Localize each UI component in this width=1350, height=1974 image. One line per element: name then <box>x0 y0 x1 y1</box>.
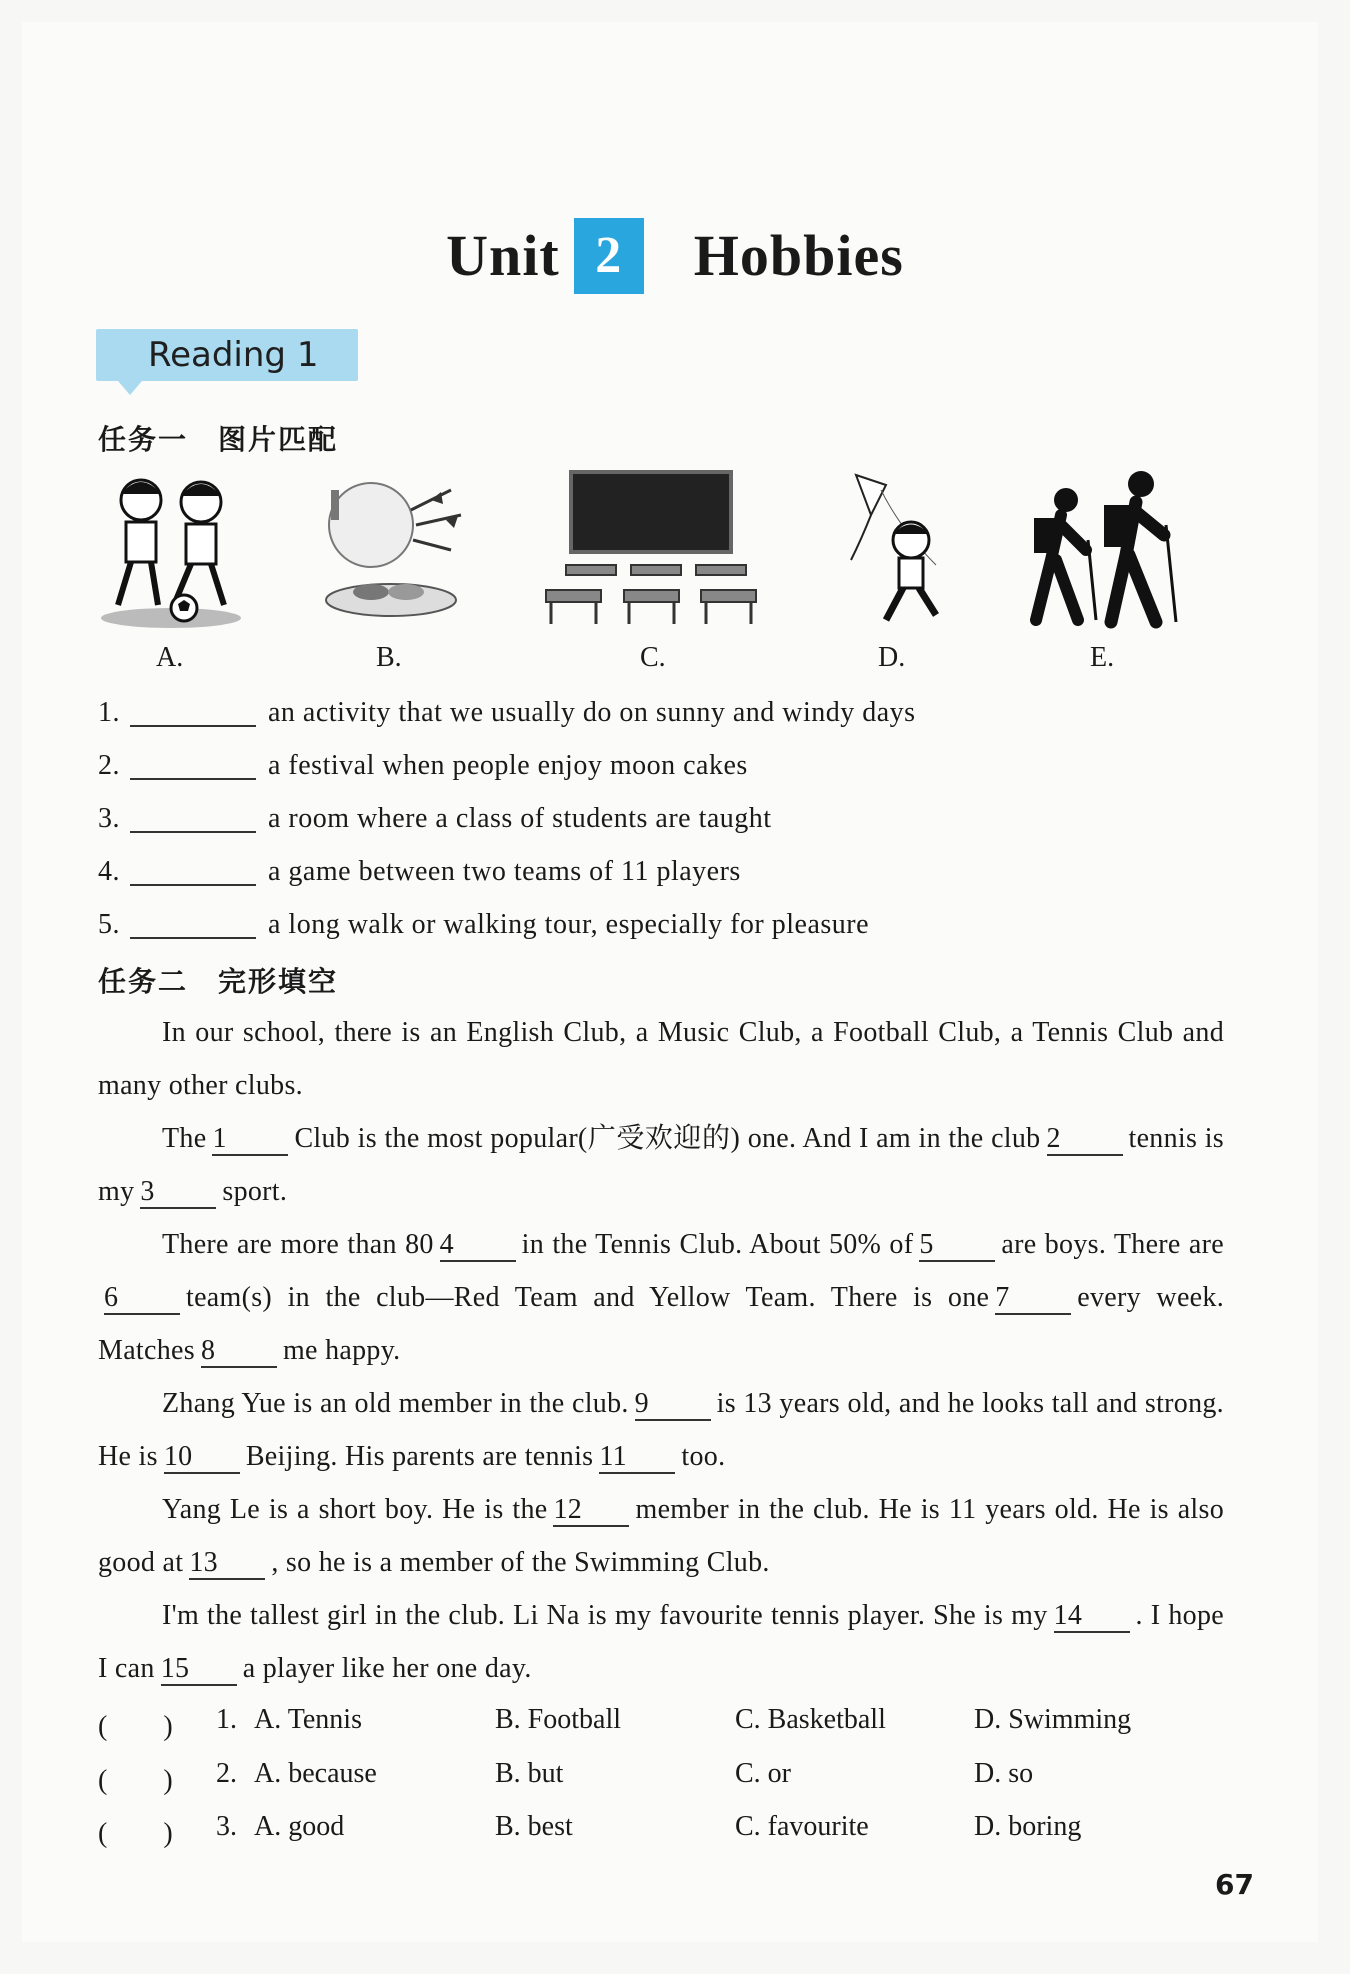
option-a[interactable]: A. Tennis <box>254 1704 362 1735</box>
match-item <box>98 803 772 835</box>
option-number: 2. <box>216 1758 237 1789</box>
picture-label-a: A. <box>156 642 184 673</box>
cloze-passage <box>98 1006 1224 1695</box>
answer-blank[interactable] <box>130 803 256 833</box>
match-item <box>98 697 916 729</box>
cloze-gap[interactable]: 2 <box>1047 1124 1123 1156</box>
answer-paren[interactable]: ( ) <box>98 1818 173 1849</box>
option-a[interactable]: A. because <box>254 1758 377 1789</box>
cloze-gap[interactable]: 9 <box>635 1389 711 1421</box>
paragraph-4: Zhang Yue is an old member in the club. 9 is 13 years old, and he looks tall and strong. He is 10 Beijing. His parents are tennis 11 too. <box>98 1388 1224 1472</box>
option-d[interactable]: D. so <box>974 1758 1034 1789</box>
unit-title-text: Hobbies <box>693 223 904 288</box>
cloze-gap[interactable]: 7 <box>995 1283 1071 1315</box>
hiking-picture <box>1016 470 1186 630</box>
paragraph-5: Yang Le is a short boy. He is the 12 member in the club. He is 11 years old. He is also good at 13 , so he is a member of the Swimming Club. <box>98 1494 1225 1578</box>
option-number: 3. <box>216 1811 237 1842</box>
picture-label-d: D. <box>878 642 906 673</box>
unit-title <box>0 222 1350 300</box>
match-item-number: 1. <box>98 697 120 728</box>
match-item-text: a room where a class of students are taught <box>268 803 772 834</box>
option-d[interactable]: D. Swimming <box>974 1704 1132 1735</box>
answer-blank[interactable] <box>130 909 256 939</box>
match-item-text: a festival when people enjoy moon cakes <box>268 750 748 781</box>
match-item <box>98 750 748 782</box>
page-number: 67 <box>1215 1868 1254 1901</box>
answer-paren[interactable]: ( ) <box>98 1765 173 1796</box>
task1-heading: 任务一 图片匹配 <box>98 423 339 456</box>
match-item-number: 2. <box>98 750 120 781</box>
cloze-gap[interactable]: 8 <box>201 1336 277 1368</box>
picture-label-c: C. <box>640 642 666 673</box>
cloze-gap[interactable]: 5 <box>919 1230 995 1262</box>
kite-picture <box>831 470 961 630</box>
cloze-gap[interactable]: 12 <box>553 1495 629 1527</box>
match-item-text: an activity that we usually do on sunny and windy days <box>268 697 916 728</box>
option-c[interactable]: C. favourite <box>735 1811 869 1842</box>
paragraph-6: I'm the tallest girl in the club. Li Na is my favourite tennis player. She is my 14 . I hope I can 15 a player like her one day. <box>98 1600 1224 1684</box>
cloze-gap[interactable]: 15 <box>161 1654 237 1686</box>
cloze-gap[interactable]: 13 <box>189 1548 265 1580</box>
option-a[interactable]: A. good <box>254 1811 345 1842</box>
option-c[interactable]: C. or <box>735 1758 791 1789</box>
option-number: 1. <box>216 1704 237 1735</box>
match-item-text: a game between two teams of 11 players <box>268 856 741 887</box>
cloze-gap[interactable]: 6 <box>104 1283 180 1315</box>
task2-heading: 任务二 完形填空 <box>98 965 339 998</box>
option-b[interactable]: B. best <box>495 1811 573 1842</box>
picture-label-b: B. <box>376 642 402 673</box>
option-b[interactable]: B. but <box>495 1758 564 1789</box>
option-row <box>98 1704 1238 1744</box>
match-item <box>98 909 869 941</box>
answer-blank[interactable] <box>130 856 256 886</box>
unit-number-badge: 2 <box>574 218 644 294</box>
section-tag: Reading 1 <box>96 329 358 381</box>
option-row <box>98 1758 1238 1798</box>
paragraph-2: The 1 Club is the most popular(广受欢迎的) one. And I am in the club 2 tennis is my 3 sport. <box>98 1123 1225 1207</box>
paragraph-1: In our school, there is an English Club, a Music Club, a Football Club, a Tennis Club and many other clubs. <box>98 1017 1224 1101</box>
match-item-number: 3. <box>98 803 120 834</box>
option-row <box>98 1811 1238 1851</box>
cloze-gap[interactable]: 14 <box>1054 1601 1130 1633</box>
cloze-gap[interactable]: 1 <box>212 1124 288 1156</box>
paragraph-3: There are more than 80 4 in the Tennis Club. About 50% of 5 are boys. There are6 team(s) in the club—Red Team and Yellow Team. There is one 7 every week. Matches 8 me happy. <box>98 1229 1225 1366</box>
cloze-gap[interactable]: 4 <box>440 1230 516 1262</box>
match-item-text: a long walk or walking tour, especially for pleasure <box>268 909 870 940</box>
boys-football-picture <box>96 470 246 630</box>
option-d[interactable]: D. boring <box>974 1811 1082 1842</box>
mid-autumn-picture <box>301 470 471 630</box>
classroom-picture <box>536 470 766 630</box>
match-item <box>98 856 741 888</box>
cloze-gap[interactable]: 3 <box>140 1177 216 1209</box>
option-c[interactable]: C. Basketball <box>735 1704 886 1735</box>
match-item-number: 5. <box>98 909 120 940</box>
unit-word: Unit <box>446 223 560 288</box>
cloze-gap[interactable]: 11 <box>599 1442 675 1474</box>
picture-row <box>96 470 1206 630</box>
option-b[interactable]: B. Football <box>495 1704 622 1735</box>
answer-paren[interactable]: ( ) <box>98 1711 173 1742</box>
picture-label-e: E. <box>1090 642 1115 673</box>
answer-blank[interactable] <box>130 697 256 727</box>
answer-blank[interactable] <box>130 750 256 780</box>
cloze-gap[interactable]: 10 <box>164 1442 240 1474</box>
match-item-number: 4. <box>98 856 120 887</box>
